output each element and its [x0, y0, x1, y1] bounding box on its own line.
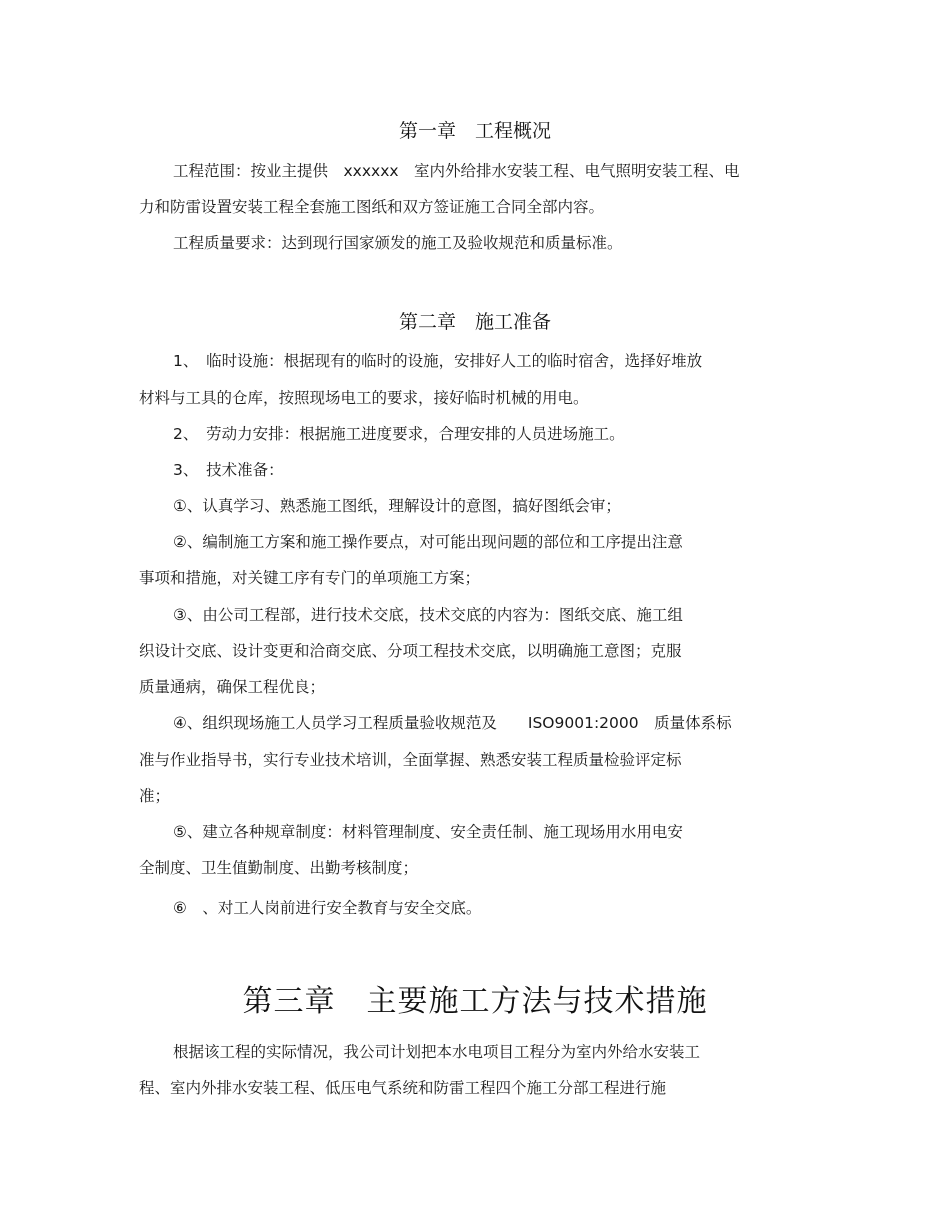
paragraph-line: 全制度、卫生值勤制度、出勤考核制度；	[139, 859, 419, 877]
paragraph-line: 程、室内外排水安装工程、低压电气系统和防雷工程四个施工分部工程进行施	[139, 1079, 667, 1097]
paragraph-line: 1、 临时设施：根据现有的临时的设施，安排好人工的临时宿舍，选择好堆放	[173, 352, 703, 370]
paragraph-line: ②、编制施工方案和施工操作要点，对可能出现问题的部位和工序提出注意	[173, 533, 683, 551]
paragraph-line: 3、 技术准备：	[173, 461, 284, 479]
paragraph-line: 工程质量要求：达到现行国家颁发的施工及验收规范和质量标准。	[173, 234, 623, 252]
paragraph-line: 根据该工程的实际情况，我公司计划把本水电项目工程分为室内外给水安装工	[173, 1043, 701, 1061]
paragraph-line: ③、由公司工程部，进行技术交底，技术交底的内容为：图纸交底、施工组	[173, 606, 683, 624]
paragraph-line: 2、 劳动力安排：根据施工进度要求，合理安排的人员进场施工。	[173, 425, 625, 443]
paragraph-line: 力和防雷设置安装工程全套施工图纸和双方签证施工合同全部内容。	[139, 198, 605, 216]
paragraph-line: 准；	[139, 787, 171, 805]
paragraph-line: 事项和措施，对关键工序有专门的单项施工方案；	[139, 569, 481, 587]
paragraph-line: ⑥ 、对工人岗前进行安全教育与安全交底。	[173, 899, 482, 917]
paragraph-line: 质量通病，确保工程优良；	[139, 678, 326, 696]
paragraph-line: ⑤、建立各种规章制度：材料管理制度、安全责任制、施工现场用水用电安	[173, 823, 683, 841]
paragraph-line: 织设计交底、设计变更和洽商交底、分项工程技术交底，以明确施工意图；克服	[139, 642, 682, 660]
paragraph-line: ④、组织现场施工人员学习工程质量验收规范及 ISO9001:2000 质量体系标	[173, 714, 732, 732]
chapter-1-title: 第一章 工程概况	[398, 120, 551, 142]
paragraph-line: ①、认真学习、熟悉施工图纸，理解设计的意图，搞好图纸会审；	[173, 497, 621, 515]
chapter-3-title: 第三章 主要施工方法与技术措施	[242, 984, 708, 1019]
paragraph-line: 材料与工具的仓库，按照现场电工的要求，接好临时机械的用电。	[139, 389, 589, 407]
paragraph-line: 准与作业指导书，实行专业技术培训，全面掌握、熟悉安装工程质量检验评定标	[139, 751, 682, 769]
paragraph-line: 工程范围：按业主提供 xxxxxx 室内外给排水安装工程、电气照明安装工程、电	[173, 162, 740, 180]
chapter-2-title: 第二章 施工准备	[398, 311, 551, 333]
